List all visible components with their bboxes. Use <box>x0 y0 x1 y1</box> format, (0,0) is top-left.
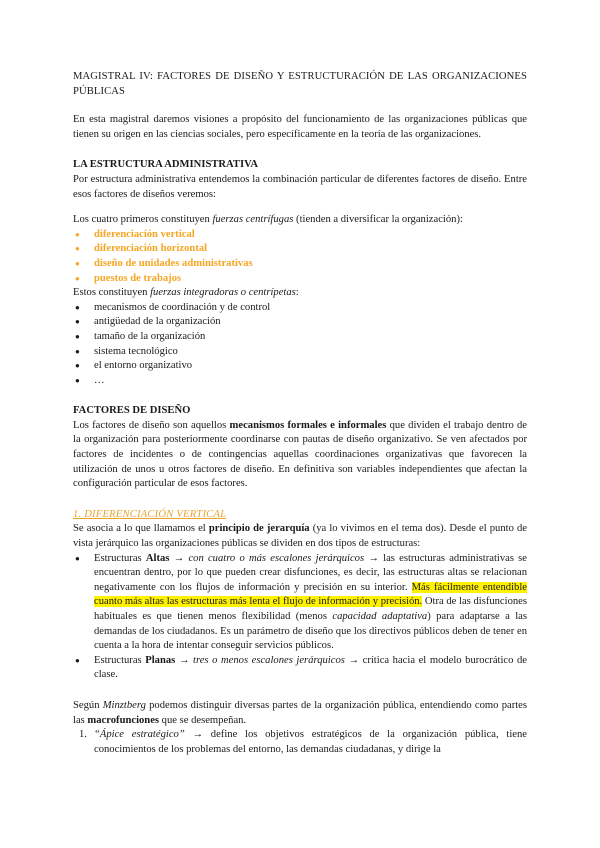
jerarquia-paragraph: Se asocia a lo que llamamos el principio de jerarquía (ya lo vivimos en el tema dos). Desde el punto de vista jerárquico las organizaciones públicas se dividen en dos tipos de estructuras: <box>73 523 527 550</box>
centrifugal-intro: Los cuatro primeros constituyen fuerzas centrífugas (tienden a diversificar la organización): <box>73 214 463 226</box>
list-item: ● sistema tecnológico <box>73 345 527 360</box>
list-item: ● puestos de trabajos <box>73 272 527 287</box>
document-page <box>73 70 527 757</box>
list-item-planas: ● Estructuras Planas → tres o menos escalones jerárquicos → crítica hacia el modelo burocrático de clase. <box>73 654 527 683</box>
list-item: ● mecanismos de coordinación y de control <box>73 301 527 316</box>
list-item: ● … <box>73 374 527 389</box>
estructura-paragraph: Por estructura administrativa entendemos la combinación particular de diferentes factores de diseño. Entre esos factores de diseños veremos: <box>73 173 527 200</box>
integrative-intro: Estos constituyen fuerzas integradoras o centrípetas: <box>73 287 299 299</box>
list-item-apice: 1. “Ápice estratégico” → define los objetivos estratégicos de la organización pública, tiene conocimientos de los problemas del entorno, las demandas ciudadanas, y dirige la <box>79 729 527 755</box>
integrative-list <box>73 301 527 389</box>
section-heading-diferenciacion-vertical[interactable]: 1. DIFERENCIACIÓN VERTICAL <box>73 508 227 520</box>
list-item: ● diseño de unidades administrativas <box>73 257 527 272</box>
centrifugal-list <box>73 228 527 286</box>
estructuras-list <box>73 552 527 683</box>
list-item: ● tamaño de la organización <box>73 330 527 345</box>
list-item: ● diferenciación vertical <box>73 228 527 243</box>
intro-paragraph: En esta magistral daremos visiones a propósito del funcionamiento de las organizaciones públicas que tienen su origen en las ciencias sociales, pero específicamente en la teoría de las organizaciones. <box>73 114 527 140</box>
list-item: ● diferenciación horizontal <box>73 242 527 257</box>
list-item-altas: ● Estructuras Altas → con cuatro o más escalones jerárquicos → las estructuras administrativas se encuentran dentro, por lo que pueden crear disfunciones, es decir, las estructuras altas se relacionan negativamente con los flujos de información y precisión en su interior. Más fácilmente entendible cuanto más altas las estructuras más lenta el flujo de información y precisión. Otra de las disfunciones habituales es que tienen menos flexibilidad (menos capacidad adaptativa) para adaptarse a las demandas de los ciudadanos. Es un parámetro de diseño que los directivos públicos deben de tener en cuenta a la hora de intentar conseguir servicios públicos. <box>73 552 527 654</box>
list-item: ● el entorno organizativo <box>73 359 527 374</box>
section-heading-estructura: LA ESTRUCTURA ADMINISTRATIVA <box>73 159 259 171</box>
factores-paragraph: Los factores de diseño son aquellos mecanismos formales e informales que dividen el trabajo dentro de la organización para posteriormente coordinarse con pautas de diseño organizativo. Se ven afectados por factores de incidentes o de contingencias aquellas coordinaciones organizativas que favorecen la utilización de unos u otros factores de diseño. En definitiva son variables independientes que afectan la configuración particular de esos factores. <box>73 419 528 490</box>
section-heading-factores: FACTORES DE DISEÑO <box>73 405 191 417</box>
macrofunciones-list <box>73 728 527 757</box>
document-title: MAGISTRAL IV: FACTORES DE DISEÑO Y ESTRUCTURACIÓN DE LAS ORGANIZACIONES PÚBLICAS <box>73 71 527 97</box>
mintzberg-paragraph: Según Minztberg podemos distinguir diversas partes de la organización pública, entendiendo como partes las macrofunciones que se desempeñan. <box>73 699 527 726</box>
list-item: ● antigüedad de la organización <box>73 315 527 330</box>
highlighted-text: Más fácilmente entendible cuanto más altas las estructuras más lenta el flujo de información y precisión. <box>94 581 527 608</box>
